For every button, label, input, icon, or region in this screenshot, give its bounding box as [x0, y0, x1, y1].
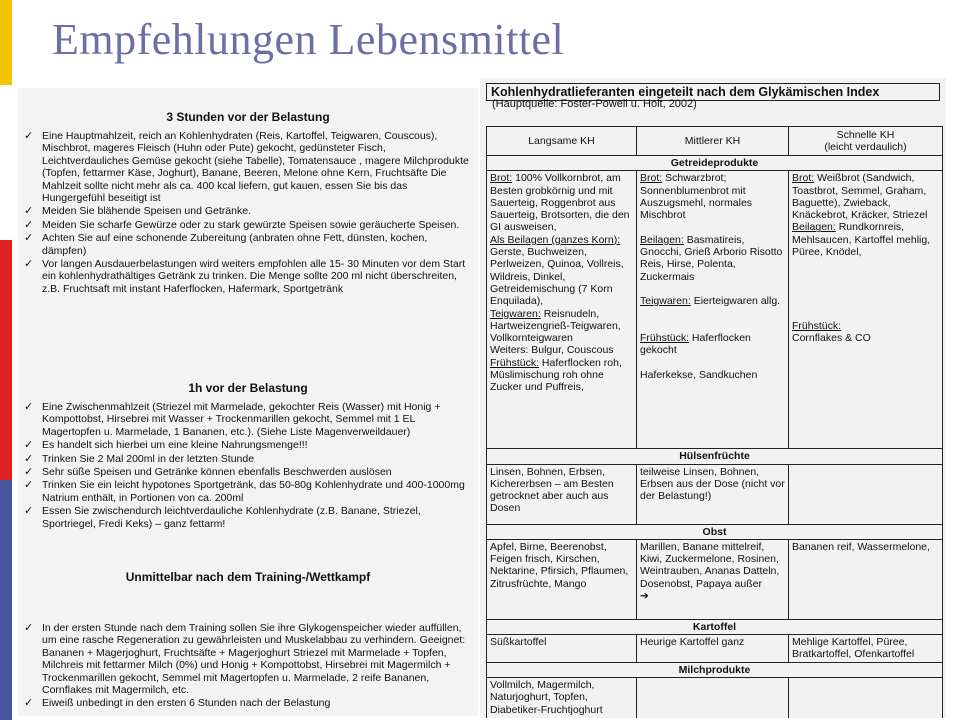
check-icon: ✓	[24, 258, 34, 271]
accent-bar-white	[0, 85, 12, 240]
category-label: Obst	[487, 524, 943, 539]
list-item-text: Trinken Sie ein leicht hypotones Sportgetränk, das 50-80g Kohlenhydrate und 400-1000mg Natrium enthält, in Portionen von ca. 200ml	[42, 479, 465, 504]
list-item	[18, 453, 472, 465]
list-item-text: Meiden Sie scharfe Gewürze oder zu stark gewürzte Speisen sowie geräucherte Speisen.	[42, 218, 460, 231]
check-icon: ✓	[24, 697, 34, 710]
list-item	[18, 232, 472, 257]
category-label: Getreideprodukte	[487, 156, 943, 171]
list-item	[18, 622, 472, 696]
category-row	[487, 156, 943, 171]
table-subtitle: (Hauptquelle: Foster-Powell u. Holt, 2002)	[492, 98, 697, 110]
list-item-text: Trinken Sie 2 Mal 200ml in der letzten Stunde	[42, 452, 255, 465]
section-heading: Unmittelbar nach dem Training-/Wettkampf	[125, 570, 371, 584]
column-header: Mittlerer KH	[637, 127, 789, 156]
section-heading: 1h vor der Belastung	[188, 381, 308, 395]
check-icon: ✓	[24, 205, 34, 218]
list-item-text: Eine Hauptmahlzeit, reich an Kohlenhydraten (Reis, Kartoffel, Teigwaren, Couscous), Mischbrot, mageres Fleisch (Huhn oder Pute) gekocht, gedünsteter Fisch, Leichtverdauliches Gemüse gekocht (siehe Tabelle), Tomatensauce , magere Milchprodukte (Topfen, fettarmer Käse, Joghurt), Banane, Beeren, Melone ohne Kern, Fruchtsäfte Die Mahlzeit sollte nicht mehr als ca. 400 kcal liefern, gut kauen, essen Sie bis das Hungergefühl beseitigt ist	[42, 130, 469, 205]
table-row	[487, 171, 943, 449]
table-cell: Brot: 100% Vollkornbrot, am Besten grobkörnig und mit Sauerteig, Roggenbrot aus Sauerteig, Brotsorten, die den GI ausweisen, Als Beilagen (ganzes Korn): Gerste, Buchweizen, Perlweizen, Quinoa, Vollreis, Wildreis, Dinkel, Getreidemischung (7 Korn Enquilada), Teigwaren: Reisnudeln, Hartweizengrieß-Teigwaren, Vollkornteigwaren Weiters: Bulgur, Couscous Frühstück: Haferflocken roh, Müslimischung roh ohne Zucker und Puffreis,	[487, 171, 637, 449]
category-label: Kartoffel	[487, 619, 943, 634]
checklist	[18, 401, 478, 530]
accent-bar-yellow	[0, 0, 12, 85]
table-cell: Heurige Kartoffel ganz	[637, 635, 789, 663]
list-item-text: Essen Sie zwischendurch leichtverdauliche Kohlenhydrate (z.B. Banane, Striezel, Sportriegel, Fredi Keks) – ganz fettarm!	[42, 505, 421, 530]
column-header: Langsame KH	[487, 127, 637, 156]
check-icon: ✓	[24, 622, 34, 634]
table-title: Kohlenhydratlieferanten eingeteilt nach dem Glykämischen Index	[486, 83, 940, 101]
list-item-text: Es handelt sich hierbei um eine kleine Nahrungsmenge!!!	[42, 439, 308, 452]
accent-bar-red	[0, 240, 12, 480]
check-icon: ✓	[24, 232, 34, 245]
list-item-text: Vor langen Ausdauerbelastungen wird weiters empfohlen alle 15- 30 Minuten vor dem Start ein kohlenhydrathältiges Getränk zu trinken. Die Menge sollte 200 ml nicht überschreiten, z.B. Fruchtsaft mit instant Haferflocken, Hafermark, Sportgetränk	[42, 258, 466, 295]
glycemic-index-table	[486, 126, 943, 718]
category-label: Hülsenfrüchte	[487, 449, 943, 464]
list-item	[18, 401, 472, 438]
table-cell: Vollmilch, Magermilch, Naturjoghurt, Topfen, Diabetiker-Fruchtjoghurt	[487, 678, 637, 718]
list-item	[18, 466, 472, 478]
left-document-scan	[18, 88, 478, 716]
check-icon: ✓	[24, 505, 34, 518]
table-cell: Marillen, Banane mittelreif, Kiwi, Zuckermelone, Rosinen, Weintrauben, Ananas Datteln, Dosenobst, Papaya außer ➔	[637, 539, 789, 619]
checklist	[18, 622, 478, 710]
list-item-text: Eiweiß unbedingt in den ersten 6 Stunden nach der Belastung	[42, 697, 331, 710]
list-item	[18, 439, 472, 451]
accent-bar-blue	[0, 480, 12, 720]
check-icon: ✓	[24, 130, 34, 142]
check-icon: ✓	[24, 479, 34, 492]
checklist	[18, 130, 478, 295]
list-item	[18, 219, 472, 231]
slide-title: Empfehlungen Lebensmittel	[52, 15, 565, 64]
category-row	[487, 449, 943, 464]
category-row	[487, 524, 943, 539]
check-icon: ✓	[24, 401, 34, 413]
list-item	[18, 505, 472, 530]
table-row	[487, 464, 943, 524]
check-icon: ✓	[24, 452, 34, 465]
section-after-training	[18, 570, 478, 711]
table-cell: Apfel, Birne, Beerenobst, Feigen frisch, Kirschen, Nektarine, Pfirsich, Pflaumen, Zitrusfrüchte, Mango	[487, 539, 637, 619]
table-row	[487, 678, 943, 718]
list-item-text: Meiden Sie blähende Speisen und Getränke.	[42, 205, 251, 218]
right-document-scan	[480, 78, 946, 718]
list-item	[18, 205, 472, 217]
list-item-text: Sehr süße Speisen und Getränke können ebenfalls Beschwerden auslösen	[42, 466, 392, 479]
table-cell	[637, 678, 789, 718]
table-row	[487, 635, 943, 663]
list-item	[18, 479, 472, 504]
check-icon: ✓	[24, 439, 34, 452]
list-item-text: In der ersten Stunde nach dem Training sollen Sie ihre Glykogenspeicher wieder auffüllen, um eine rasche Regeneration zu gewährleisten und Muskelabbau zu verhindern. Geeignet: Bananen + Magerjoghurt, Fruchtsäfte + Magerjoghurt Striezel mit Marmelade + Topfen, Milchreis mit fettarmer Milch (0%) und Honig + Kompottobst, Hirsebrei mit Magermilch + Trockenmarillen gekocht, Semmel mit Magertopfen u. Marmelade, 2 reife Bananen, Cornflakes mit Magermilch, etc.	[42, 622, 466, 697]
list-item	[18, 130, 472, 204]
table-cell: Süßkartoffel	[487, 635, 637, 663]
column-header: Schnelle KH (leicht verdaulich)	[789, 127, 943, 156]
list-item	[18, 697, 472, 709]
list-item	[18, 258, 472, 295]
section-3h-before	[18, 110, 478, 296]
category-row	[487, 619, 943, 634]
table-cell: Bananen reif, Wassermelone,	[789, 539, 943, 619]
category-label: Milchprodukte	[487, 662, 943, 677]
check-icon: ✓	[24, 218, 34, 231]
list-item-text: Achten Sie auf eine schonende Zubereitung (anbraten ohne Fett, dünsten, kochen, dämpfen)	[42, 232, 428, 257]
table-header-row	[487, 127, 943, 156]
table-cell: Linsen, Bohnen, Erbsen, Kichererbsen – am Besten getrocknet aber auch aus Dosen	[487, 464, 637, 524]
category-row	[487, 662, 943, 677]
table-cell	[789, 678, 943, 718]
table-cell: teilweise Linsen, Bohnen, Erbsen aus der Dose (nicht vor der Belastung!)	[637, 464, 789, 524]
section-1h-before	[18, 381, 478, 531]
table-cell: Brot: Weißbrot (Sandwich, Toastbrot, Semmel, Graham, Baguette), Zwieback, Knäckebrot, Kräcker, Striezel Beilagen: Rundkornreis, Mehlsaucen, Kartoffel mehlig, Püree, Knödel, Frühstück: Cornflakes & CO	[789, 171, 943, 449]
table-cell: Mehlige Kartoffel, Püree, Bratkartoffel, Ofenkartoffel	[789, 635, 943, 663]
table-cell	[789, 464, 943, 524]
list-item-text: Eine Zwischenmahlzeit (Striezel mit Marmelade, gekochter Reis (Wasser) mit Honig + Kompottobst, Hirsebrei mit Wasser + Trockenmarillen gekocht, Semmel mit 1 EL Magertopfen u. Marmelade, 1 Bananen, etc.). (Siehe Liste Magenverweildauer)	[42, 401, 441, 438]
table-row	[487, 539, 943, 619]
section-heading: 3 Stunden vor der Belastung	[166, 110, 330, 124]
table-cell: Brot: Schwarzbrot; Sonnenblumenbrot mit Auszugsmehl, normales Mischbrot Beilagen: Basmatireis, Gnocchi, Grieß Arborio Risotto Reis, Hirse, Polenta, Zuckermais Teigwaren: Eierteigwaren allg. Frühstück: Haferflocken gekocht Haferkekse, Sandkuchen	[637, 171, 789, 449]
check-icon: ✓	[24, 466, 34, 479]
